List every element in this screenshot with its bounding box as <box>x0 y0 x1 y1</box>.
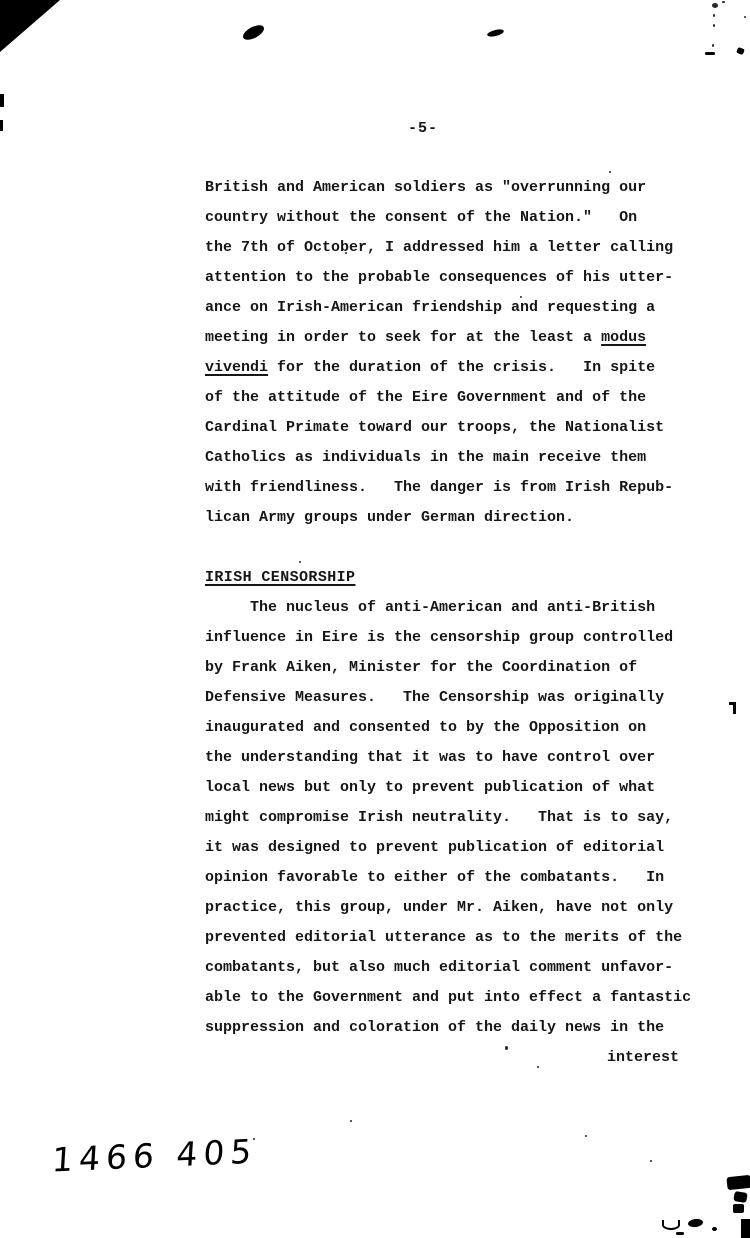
text-segment: ance on Irish-American friendship and requesting a <box>205 299 656 316</box>
text-line <box>205 893 695 923</box>
scan-artifact-speck <box>650 1160 652 1162</box>
text-line <box>205 953 695 983</box>
text-line <box>205 173 695 203</box>
text-line <box>205 203 695 233</box>
text-line <box>205 293 695 323</box>
text-segment: The nucleus of anti-American and anti-British <box>205 599 656 616</box>
scan-artifact-speck <box>585 1135 587 1137</box>
underlined-text-segment: vivendi <box>205 359 269 376</box>
scan-artifact-blotch <box>733 1204 744 1213</box>
text-line <box>205 593 695 623</box>
text-line <box>205 773 695 803</box>
text-segment: British and American soldiers as "overrunning our <box>205 179 647 196</box>
scan-artifact-blob <box>241 22 266 43</box>
scan-artifact-edge <box>0 94 4 107</box>
text-line <box>205 323 695 353</box>
scan-artifact-blotch <box>741 1219 750 1238</box>
scan-artifact-blotch <box>726 1175 750 1190</box>
text-segment: might compromise Irish neutrality. That is to say, <box>205 809 674 826</box>
blank-line <box>205 533 695 563</box>
text-line <box>205 413 695 443</box>
handwritten-archive-number: 1466 405 <box>50 1131 259 1180</box>
text-line <box>205 743 695 773</box>
text-line <box>205 833 695 863</box>
text-segment: of the attitude of the Eire Government and of the <box>205 389 647 406</box>
typewritten-text-block <box>205 173 695 1073</box>
text-line <box>205 263 695 293</box>
text-line <box>205 383 695 413</box>
text-segment: the understanding that it was to have control over <box>205 749 656 766</box>
text-segment: practice, this group, under Mr. Aiken, have not only <box>205 899 674 916</box>
text-segment: interest <box>606 1049 679 1066</box>
scan-artifact-speck <box>712 3 718 8</box>
text-line <box>205 1013 695 1043</box>
scan-artifact-speck <box>722 1 725 3</box>
text-line <box>205 923 695 953</box>
text-segment: meeting in order to seek for at the least a <box>205 329 602 346</box>
scan-artifact-speck <box>712 44 714 47</box>
text-segment: country without the consent of the Nation." On <box>205 209 638 226</box>
scan-artifact-speck <box>733 704 736 714</box>
scan-artifact-speck <box>713 14 715 17</box>
text-line <box>205 353 695 383</box>
text-line <box>205 233 695 263</box>
text-segment: by Frank Aiken, Minister for the Coordination of <box>205 659 638 676</box>
scan-artifact-speck <box>736 47 745 55</box>
scan-artifact-speck <box>712 1227 717 1231</box>
text-segment: suppression and coloration of the daily news in the <box>205 1019 665 1036</box>
text-line <box>205 473 695 503</box>
text-segment: lican Army groups under German direction. <box>205 509 575 526</box>
text-segment: Catholics as individuals in the main receive them <box>205 449 647 466</box>
text-line <box>205 503 695 533</box>
text-line <box>205 713 695 743</box>
scan-artifact-squiggle <box>688 1218 704 1228</box>
text-segment: local news but only to prevent publication of what <box>205 779 656 796</box>
text-segment: Defensive Measures. The Censorship was originally <box>205 689 665 706</box>
scan-artifact-dash <box>676 1232 684 1235</box>
text-segment: able to the Government and put into effect a fantastic <box>205 989 692 1006</box>
underlined-text-segment: modus <box>601 329 647 346</box>
text-line <box>205 803 695 833</box>
scan-artifact-dash <box>487 28 505 38</box>
section-heading <box>205 563 695 593</box>
text-segment: opinion favorable to either of the combatants. In <box>205 869 665 886</box>
text-segment: with friendliness. The danger is from Irish Repub- <box>205 479 674 496</box>
scan-artifact-speck <box>705 52 715 55</box>
text-segment: prevented editorial utterance as to the merits of the <box>205 929 683 946</box>
text-line <box>205 683 695 713</box>
scan-artifact-squiggle <box>662 1220 680 1230</box>
text-line <box>205 623 695 653</box>
text-segment: combatants, but also much editorial comment unfavor- <box>205 959 674 976</box>
text-line <box>205 863 695 893</box>
text-segment: influence in Eire is the censorship group controlled <box>205 629 674 646</box>
text-segment: attention to the probable consequences of his utter- <box>205 269 674 286</box>
scan-artifact-speck <box>350 1120 352 1122</box>
text-segment: the 7th of October, I addressed him a letter calling <box>205 239 674 256</box>
page-number: -5- <box>408 120 439 137</box>
text-line <box>205 983 695 1013</box>
scan-artifact-corner <box>0 0 60 52</box>
scan-artifact-blotch <box>733 1191 748 1203</box>
text-line <box>205 443 695 473</box>
text-line <box>205 1043 695 1073</box>
text-segment: for the duration of the crisis. In spite <box>268 359 656 376</box>
underlined-text-segment: IRISH CENSORSHIP <box>205 569 356 586</box>
text-line <box>205 653 695 683</box>
scan-artifact-edge <box>0 120 3 131</box>
text-segment: Cardinal Primate toward our troops, the Nationalist <box>205 419 665 436</box>
scan-artifact-speck <box>744 16 746 18</box>
text-segment: it was designed to prevent publication of editorial <box>205 839 665 856</box>
scan-artifact-speck <box>713 24 715 27</box>
text-segment: inaugurated and consented to by the Opposition on <box>205 719 647 736</box>
